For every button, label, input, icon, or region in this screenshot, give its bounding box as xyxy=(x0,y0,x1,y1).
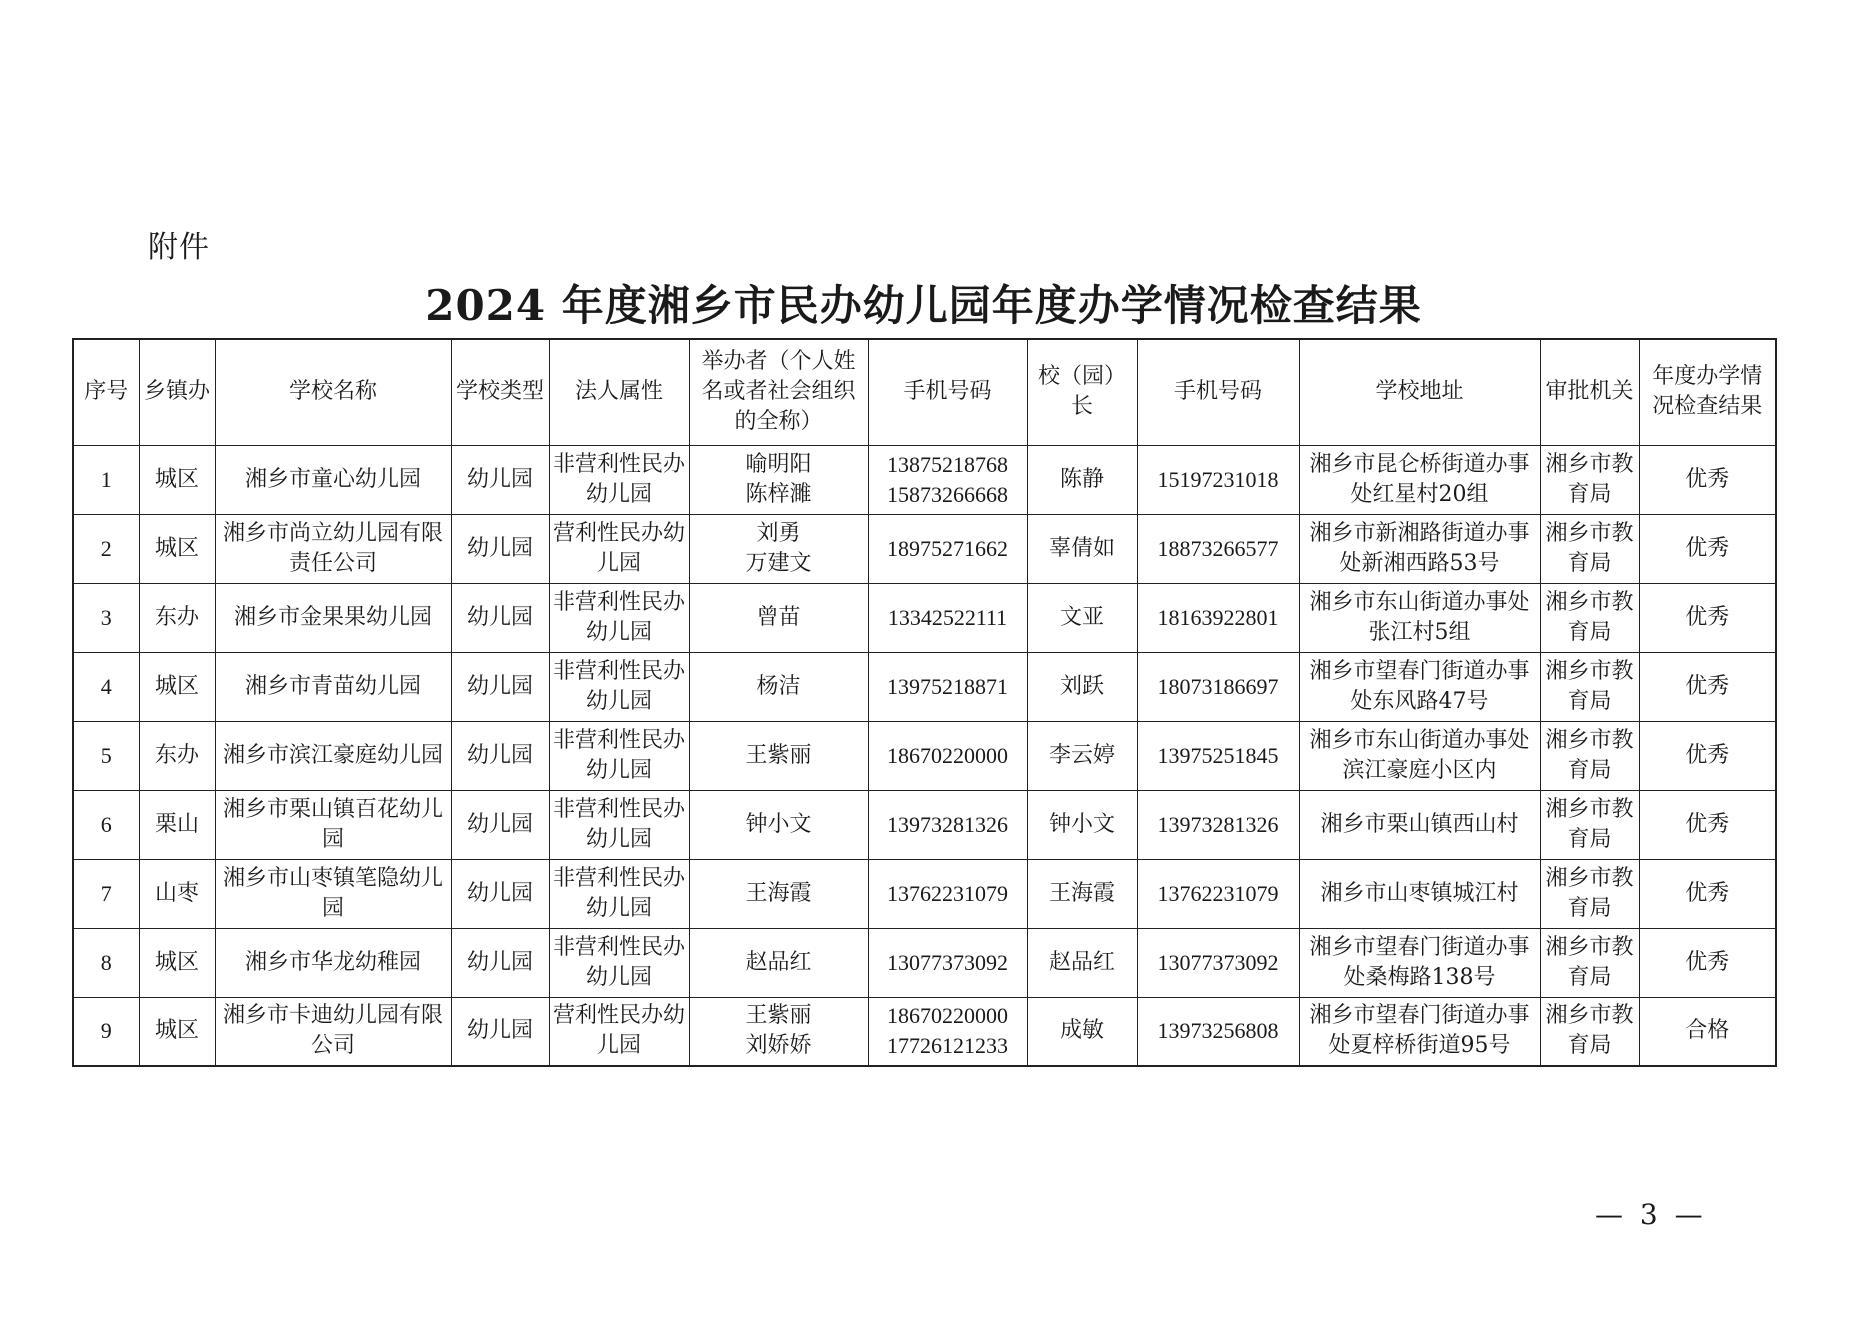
organizer-phone-cell-line: 18975271662 xyxy=(887,535,1008,561)
organizer-cell-line: 曾苗 xyxy=(756,604,801,630)
school-name-cell: 湘乡市栗山镇百花幼儿园 xyxy=(215,790,451,859)
legal-attribute-cell: 营利性民办幼儿园 xyxy=(549,514,689,583)
row-number-cell: 8 xyxy=(73,928,139,997)
header-cell: 学校名称 xyxy=(215,339,451,445)
authority-cell: 湘乡市教育局 xyxy=(1540,997,1639,1066)
address-cell: 湘乡市山枣镇城江村 xyxy=(1299,859,1540,928)
header-cell: 法人属性 xyxy=(549,339,689,445)
address-cell: 湘乡市东山街道办事处张江村5组 xyxy=(1299,583,1540,652)
header-cell: 审批机关 xyxy=(1540,339,1639,445)
principal-phone-cell: 13973281326 xyxy=(1137,790,1299,859)
principal-phone-cell: 15197231018 xyxy=(1137,445,1299,514)
header-cell: 学校地址 xyxy=(1299,339,1540,445)
row-number-cell: 5 xyxy=(73,721,139,790)
table-row xyxy=(73,790,1776,859)
legal-attribute-cell: 非营利性民办幼儿园 xyxy=(549,445,689,514)
principal-phone-cell: 13762231079 xyxy=(1137,859,1299,928)
organizer-cell-line: 万建文 xyxy=(745,550,812,576)
result-cell: 优秀 xyxy=(1639,583,1776,652)
organizer-cell-line: 王紫丽 xyxy=(745,1003,812,1029)
legal-attribute-cell: 非营利性民办幼儿园 xyxy=(549,583,689,652)
result-cell: 优秀 xyxy=(1639,721,1776,790)
principal-phone-cell: 18163922801 xyxy=(1137,583,1299,652)
header-cell: 手机号码 xyxy=(868,339,1027,445)
result-cell: 优秀 xyxy=(1639,928,1776,997)
organizer-cell xyxy=(689,859,868,928)
school-type-cell: 幼儿园 xyxy=(451,928,549,997)
school-type-cell: 幼儿园 xyxy=(451,721,549,790)
table-row xyxy=(73,997,1776,1066)
legal-attribute-cell: 非营利性民办幼儿园 xyxy=(549,721,689,790)
result-cell: 优秀 xyxy=(1639,790,1776,859)
organizer-cell-line: 陈梓濉 xyxy=(745,481,812,507)
page-number: — 3 — xyxy=(1595,1198,1707,1231)
organizer-cell-line: 王紫丽 xyxy=(745,742,812,768)
header-cell: 序号 xyxy=(73,339,139,445)
organizer-cell xyxy=(689,721,868,790)
authority-cell: 湘乡市教育局 xyxy=(1540,652,1639,721)
school-type-cell: 幼儿园 xyxy=(451,997,549,1066)
school-name-cell: 湘乡市金果果幼儿园 xyxy=(215,583,451,652)
organizer-phone-cell xyxy=(868,514,1027,583)
principal-cell: 陈静 xyxy=(1027,445,1137,514)
school-name-cell: 湘乡市华龙幼稚园 xyxy=(215,928,451,997)
header-cell: 手机号码 xyxy=(1137,339,1299,445)
town-cell: 东办 xyxy=(139,721,215,790)
school-name-cell: 湘乡市卡迪幼儿园有限公司 xyxy=(215,997,451,1066)
town-cell: 城区 xyxy=(139,445,215,514)
principal-cell: 赵品红 xyxy=(1027,928,1137,997)
organizer-phone-cell xyxy=(868,928,1027,997)
school-type-cell: 幼儿园 xyxy=(451,790,549,859)
town-cell: 栗山 xyxy=(139,790,215,859)
organizer-phone-cell-line: 18670220000 xyxy=(887,1003,1008,1029)
town-cell: 城区 xyxy=(139,514,215,583)
address-cell: 湘乡市栗山镇西山村 xyxy=(1299,790,1540,859)
organizer-phone-cell xyxy=(868,997,1027,1066)
principal-phone-cell: 13973256808 xyxy=(1137,997,1299,1066)
inspection-results-table xyxy=(72,338,1777,1067)
organizer-cell xyxy=(689,445,868,514)
row-number-cell: 1 xyxy=(73,445,139,514)
school-type-cell: 幼儿园 xyxy=(451,583,549,652)
header-cell: 学校类型 xyxy=(451,339,549,445)
row-number-cell: 2 xyxy=(73,514,139,583)
table-row xyxy=(73,445,1776,514)
header-cell: 乡镇办 xyxy=(139,339,215,445)
authority-cell: 湘乡市教育局 xyxy=(1540,445,1639,514)
address-cell: 湘乡市望春门街道办事处夏梓桥街道95号 xyxy=(1299,997,1540,1066)
school-name-cell: 湘乡市滨江豪庭幼儿园 xyxy=(215,721,451,790)
organizer-phone-cell xyxy=(868,652,1027,721)
document-title: 2024 年度湘乡市民办幼儿园年度办学情况检查结果 xyxy=(425,281,1422,330)
organizer-phone-cell-line: 13077373092 xyxy=(887,949,1008,975)
table-row xyxy=(73,859,1776,928)
organizer-cell xyxy=(689,997,868,1066)
organizer-cell xyxy=(689,928,868,997)
row-number-cell: 6 xyxy=(73,790,139,859)
principal-cell: 钟小文 xyxy=(1027,790,1137,859)
organizer-cell-line: 钟小文 xyxy=(745,811,812,837)
school-name-cell: 湘乡市童心幼儿园 xyxy=(215,445,451,514)
row-number-cell: 7 xyxy=(73,859,139,928)
header-cell: 年度办学情况检查结果 xyxy=(1639,339,1776,445)
address-cell: 湘乡市望春门街道办事处东风路47号 xyxy=(1299,652,1540,721)
organizer-phone-cell-line: 13973281326 xyxy=(887,811,1008,837)
organizer-phone-cell-line: 13875218768 xyxy=(887,451,1008,477)
school-type-cell: 幼儿园 xyxy=(451,859,549,928)
principal-phone-cell: 13077373092 xyxy=(1137,928,1299,997)
organizer-phone-cell xyxy=(868,859,1027,928)
principal-cell: 成敏 xyxy=(1027,997,1137,1066)
organizer-cell-line: 赵品红 xyxy=(745,949,812,975)
organizer-phone-cell xyxy=(868,790,1027,859)
organizer-cell-line: 刘娇娇 xyxy=(745,1033,812,1059)
authority-cell: 湘乡市教育局 xyxy=(1540,583,1639,652)
organizer-cell xyxy=(689,583,868,652)
authority-cell: 湘乡市教育局 xyxy=(1540,514,1639,583)
organizer-phone-cell-line: 13762231079 xyxy=(887,880,1008,906)
legal-attribute-cell: 营利性民办幼儿园 xyxy=(549,997,689,1066)
school-type-cell: 幼儿园 xyxy=(451,514,549,583)
town-cell: 城区 xyxy=(139,928,215,997)
organizer-cell-line: 喻明阳 xyxy=(745,451,812,477)
principal-cell: 李云婷 xyxy=(1027,721,1137,790)
legal-attribute-cell: 非营利性民办幼儿园 xyxy=(549,790,689,859)
header-cell: 举办者（个人姓名或者社会组织的全称） xyxy=(689,339,868,445)
organizer-phone-cell-line: 13342522111 xyxy=(887,604,1008,630)
legal-attribute-cell: 非营利性民办幼儿园 xyxy=(549,928,689,997)
result-cell: 优秀 xyxy=(1639,652,1776,721)
result-cell: 优秀 xyxy=(1639,514,1776,583)
row-number-cell: 9 xyxy=(73,997,139,1066)
table-row xyxy=(73,928,1776,997)
organizer-cell-line: 杨洁 xyxy=(756,673,801,699)
result-cell: 优秀 xyxy=(1639,445,1776,514)
organizer-phone-cell-line: 13975218871 xyxy=(887,673,1008,699)
school-name-cell: 湘乡市山枣镇笔隐幼儿园 xyxy=(215,859,451,928)
authority-cell: 湘乡市教育局 xyxy=(1540,721,1639,790)
town-cell: 城区 xyxy=(139,652,215,721)
school-type-cell: 幼儿园 xyxy=(451,652,549,721)
authority-cell: 湘乡市教育局 xyxy=(1540,859,1639,928)
address-cell: 湘乡市东山街道办事处滨江豪庭小区内 xyxy=(1299,721,1540,790)
organizer-cell xyxy=(689,514,868,583)
school-name-cell: 湘乡市尚立幼儿园有限责任公司 xyxy=(215,514,451,583)
organizer-phone-cell xyxy=(868,583,1027,652)
principal-cell: 刘跃 xyxy=(1027,652,1137,721)
organizer-phone-cell-line: 17726121233 xyxy=(887,1033,1008,1059)
legal-attribute-cell: 非营利性民办幼儿园 xyxy=(549,652,689,721)
header-cell: 校（园）长 xyxy=(1027,339,1137,445)
row-number-cell: 4 xyxy=(73,652,139,721)
principal-cell: 文亚 xyxy=(1027,583,1137,652)
town-cell: 东办 xyxy=(139,583,215,652)
organizer-phone-cell xyxy=(868,721,1027,790)
principal-phone-cell: 18073186697 xyxy=(1137,652,1299,721)
school-name-cell: 湘乡市青苗幼儿园 xyxy=(215,652,451,721)
organizer-phone-cell-line: 18670220000 xyxy=(887,742,1008,768)
authority-cell: 湘乡市教育局 xyxy=(1540,928,1639,997)
table-header-row xyxy=(73,339,1776,445)
organizer-phone-cell-line: 15873266668 xyxy=(887,481,1008,507)
table-row xyxy=(73,652,1776,721)
principal-phone-cell: 13975251845 xyxy=(1137,721,1299,790)
table-row xyxy=(73,514,1776,583)
organizer-cell-line: 刘勇 xyxy=(756,520,801,546)
result-cell: 优秀 xyxy=(1639,859,1776,928)
organizer-cell xyxy=(689,790,868,859)
legal-attribute-cell: 非营利性民办幼儿园 xyxy=(549,859,689,928)
organizer-cell xyxy=(689,652,868,721)
school-type-cell: 幼儿园 xyxy=(451,445,549,514)
row-number-cell: 3 xyxy=(73,583,139,652)
address-cell: 湘乡市新湘路街道办事处新湘西路53号 xyxy=(1299,514,1540,583)
table-row xyxy=(73,583,1776,652)
table-row xyxy=(73,721,1776,790)
town-cell: 城区 xyxy=(139,997,215,1066)
organizer-cell-line: 王海霞 xyxy=(745,880,812,906)
principal-cell: 王海霞 xyxy=(1027,859,1137,928)
result-cell: 合格 xyxy=(1639,997,1776,1066)
authority-cell: 湘乡市教育局 xyxy=(1540,790,1639,859)
principal-cell: 辜倩如 xyxy=(1027,514,1137,583)
principal-phone-cell: 18873266577 xyxy=(1137,514,1299,583)
attachment-label: 附件 xyxy=(148,230,210,265)
town-cell: 山枣 xyxy=(139,859,215,928)
organizer-phone-cell xyxy=(868,445,1027,514)
address-cell: 湘乡市望春门街道办事处桑梅路138号 xyxy=(1299,928,1540,997)
address-cell: 湘乡市昆仑桥街道办事处红星村20组 xyxy=(1299,445,1540,514)
